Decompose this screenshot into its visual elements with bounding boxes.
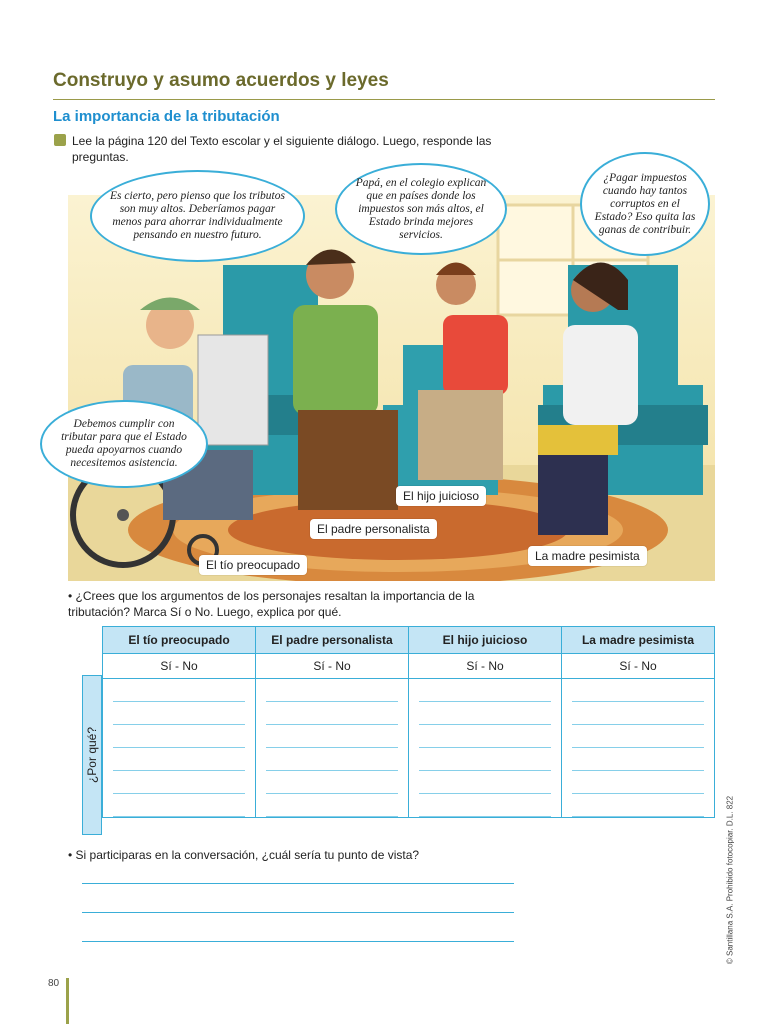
page-title: Construyo y asumo acuerdos y leyes	[53, 70, 389, 91]
speech-bubble-madre: ¿Pagar impuestos cuando hay tantos corruptos en el Estado? Eso quita las ganas de contribuir.	[580, 152, 710, 256]
answer-area-padre[interactable]	[256, 679, 409, 818]
yes-no-choice-padre[interactable]: Sí - No	[256, 654, 409, 679]
column-header-hijo: El hijo juicioso	[409, 627, 562, 654]
answer-line[interactable]	[82, 883, 514, 884]
page-number: 80	[48, 978, 60, 989]
copyright-notice	[722, 795, 738, 965]
page-number-bar	[66, 978, 69, 1024]
section-subtitle: La importancia de la tributación	[53, 108, 280, 125]
column-header-tio: El tío preocupado	[103, 627, 256, 654]
yes-no-choice-hijo[interactable]: Sí - No	[409, 654, 562, 679]
character-label-tio: El tío preocupado	[199, 555, 307, 575]
character-label-padre: El padre personalista	[310, 519, 437, 539]
speech-bubble-padre: Es cierto, pero pienso que los tributos son muy altos. Deberíamos pagar menos para ahorrar individualmente pensando en nuestro futuro.	[90, 170, 305, 262]
speech-bubble-tio: Debemos cumplir con tributar para que el Estado pueda apoyarnos cuando necesitemos asistencia.	[40, 400, 208, 488]
answer-line[interactable]	[82, 941, 514, 942]
character-label-madre: La madre pesimista	[528, 546, 647, 566]
answer-area-tio[interactable]	[103, 679, 256, 818]
answer-area-madre[interactable]	[562, 679, 715, 818]
answer-line[interactable]	[82, 912, 514, 913]
activity-number-badge	[54, 134, 66, 146]
answer-table	[102, 626, 715, 818]
title-divider	[53, 99, 715, 100]
question-1: • ¿Crees que los argumentos de los personajes resaltan la importancia de la tributación? Marca Sí o No. Luego, explica por qué.	[68, 589, 475, 619]
copyright-text: © Santillana S.A. Prohibido fotocopiar. D.L. 822	[725, 795, 735, 965]
question-2: • Si participaras en la conversación, ¿cuál sería tu punto de vista?	[68, 848, 420, 862]
answer-area-hijo[interactable]	[409, 679, 562, 818]
column-header-padre: El padre personalista	[256, 627, 409, 654]
yes-no-choice-madre[interactable]: Sí - No	[562, 654, 715, 679]
activity-instruction: Lee la página 120 del Texto escolar y el siguiente diálogo. Luego, responde las preguntas.	[72, 134, 492, 164]
speech-bubble-hijo: Papá, en el colegio explican que en países donde los impuestos son más altos, el Estado brinda mejores servicios.	[335, 163, 507, 255]
yes-no-choice-tio[interactable]: Sí - No	[103, 654, 256, 679]
row-label-por-que	[82, 675, 102, 835]
column-header-madre: La madre pesimista	[562, 627, 715, 654]
character-label-hijo: El hijo juicioso	[396, 486, 486, 506]
row-label-text: ¿Por qué?	[85, 726, 99, 784]
